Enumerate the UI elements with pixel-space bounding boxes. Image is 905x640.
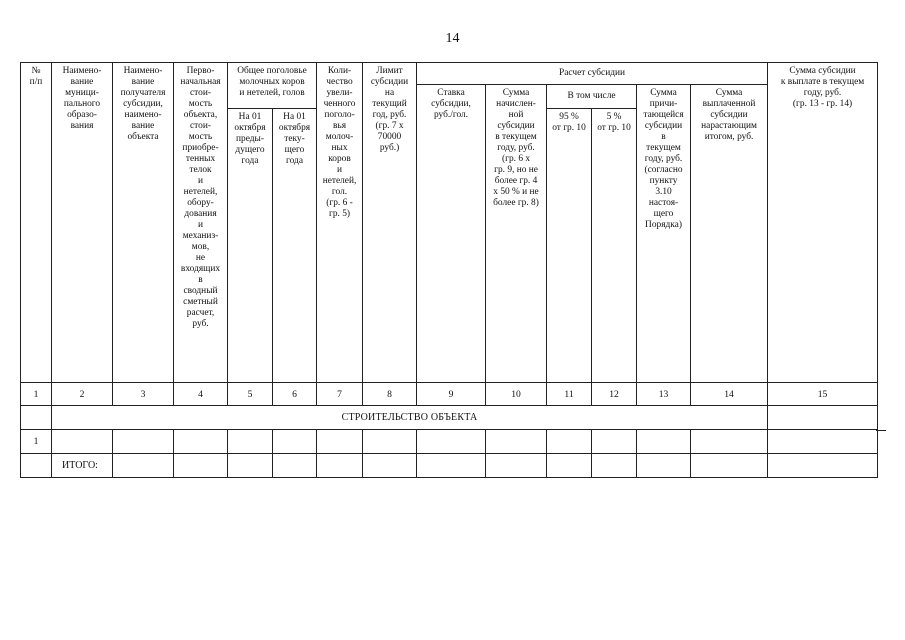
header-due-subsidy: Сумма причи- тающейся субсидии в текущем году, руб. (согласно пункту 3.10 настоя- щего Порядка) [637,85,691,383]
column-number: 15 [768,383,878,406]
total-row [21,454,878,478]
column-number: 1 [21,383,52,406]
header-initial-cost: Перво- начальная стои- мость объекта, стои- мость приобре- тенных телок и нетелей, обору- дования и механиз- мов, не входящих в сводный сметный расчет, руб. [174,63,228,383]
section-row [21,406,878,430]
table-cell [113,430,174,454]
table-cell [317,454,363,478]
table-cell [113,454,174,478]
section-row-number-cell [21,406,52,430]
column-number: 5 [228,383,273,406]
header-municipality: Наимено- вание муници- пального образо- вания [52,63,113,383]
table-cell [52,430,113,454]
header-paid-subsidy: Сумма выплаченной субсидии нарастающим итогом, руб. [691,85,768,383]
table-cell [592,454,637,478]
header-recipient: Наимено- вание получателя субсидии, наимено- вание объекта [113,63,174,383]
table-cell [486,430,547,454]
table-cell [317,430,363,454]
table-cell [228,454,273,478]
header-subsidy-rate: Ставка субсидии, руб./гол. [417,85,486,383]
table-cell [21,454,52,478]
header-95-percent: 95 % от гр. 10 [547,109,592,383]
column-number: 2 [52,383,113,406]
header-subsidy-limit: Лимит субсидии на текущий год, руб. (гр. 7 х 70000 руб.) [363,63,417,383]
row-number: 1 [21,430,52,454]
section-row-end-cell [768,406,878,430]
header-livestock-curr-year: На 01 октября теку- щего года [273,109,317,383]
column-number: 9 [417,383,486,406]
header-livestock-group: Общее поголовье молочных коров и нетелей, голов [228,63,317,109]
column-number: 10 [486,383,547,406]
column-numbers-row [21,383,878,406]
table-cell [417,430,486,454]
table-cell [768,430,878,454]
total-label: ИТОГО: [52,454,113,478]
table-cell [637,430,691,454]
header-including-group: В том числе [547,85,637,109]
table-cell [547,454,592,478]
header-subsidy-payable: Сумма субсидии к выплате в текущем году, руб. (гр. 13 - гр. 14) [768,63,878,383]
table-cell [363,430,417,454]
table-cell [273,454,317,478]
column-number: 13 [637,383,691,406]
column-number: 3 [113,383,174,406]
column-number: 8 [363,383,417,406]
page-number: 14 [445,31,460,46]
column-number: 14 [691,383,768,406]
column-number: 11 [547,383,592,406]
header-5-percent: 5 % от гр. 10 [592,109,637,383]
table-cell [691,430,768,454]
table-cell [547,430,592,454]
header-accrued-subsidy: Сумма начислен- ной субсидии в текущем году, руб. (гр. 6 х гр. 9, но не более гр. 4 х 50 % и не более гр. 8) [486,85,547,383]
column-number: 12 [592,383,637,406]
table-cell [174,454,228,478]
table-cell [417,454,486,478]
table-row [21,430,878,454]
table-cell [174,430,228,454]
table-cell [592,430,637,454]
table-line-overhang [876,430,886,431]
column-number: 4 [174,383,228,406]
table-cell [273,430,317,454]
table-cell [363,454,417,478]
column-number: 7 [317,383,363,406]
table-cell [228,430,273,454]
section-title: СТРОИТЕЛЬСТВО ОБЪЕКТА [52,406,768,430]
header-livestock-prev-year: На 01 октября преды- дущего года [228,109,273,383]
header-row-number: № п/п [21,63,52,383]
table-cell [486,454,547,478]
table-cell [637,454,691,478]
table-cell [691,454,768,478]
header-livestock-increase: Коли- чество увели- ченного поголо- вья молоч- ных коров и нетелей, гол. (гр. 6 - гр. 5) [317,63,363,383]
subsidy-calculation-table [20,62,878,478]
header-subsidy-calculation: Расчет субсидии [417,63,768,85]
table-cell [768,454,878,478]
column-number: 6 [273,383,317,406]
